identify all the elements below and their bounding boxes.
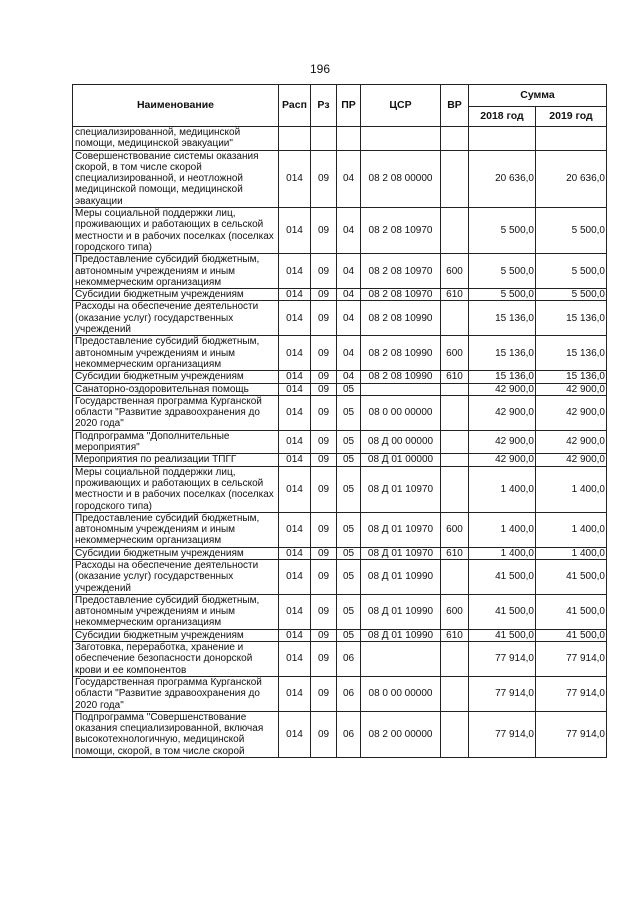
cell-csr: 08 2 08 10990 — [361, 336, 441, 371]
cell-vr — [441, 150, 469, 207]
cell-vr — [441, 676, 469, 711]
cell-sum-2018: 15 136,0 — [469, 371, 536, 383]
cell-sum-2019: 42 900,0 — [536, 454, 607, 466]
cell-sum-2018: 77 914,0 — [469, 676, 536, 711]
cell-pr: 05 — [337, 629, 361, 641]
cell-sum-2018: 15 136,0 — [469, 336, 536, 371]
header-year-2018: 2018 год — [469, 107, 536, 127]
header-rasp: Расп — [279, 85, 311, 127]
cell-sum-2018: 41 500,0 — [469, 594, 536, 629]
table-row — [73, 430, 607, 454]
cell-rz: 09 — [311, 371, 337, 383]
cell-sum-2019: 42 900,0 — [536, 430, 607, 454]
cell-name: специализированной, медицинской помощи, медицинской эвакуации" — [73, 127, 279, 151]
cell-sum-2019: 41 500,0 — [536, 629, 607, 641]
cell-pr: 05 — [337, 466, 361, 512]
cell-sum-2019: 42 900,0 — [536, 395, 607, 430]
cell-name: Государственная программа Курганской области "Развитие здравоохранения до 2020 года" — [73, 395, 279, 430]
cell-rz: 09 — [311, 289, 337, 301]
cell-rz: 09 — [311, 547, 337, 559]
cell-csr: 08 Д 01 00000 — [361, 454, 441, 466]
cell-sum-2019: 15 136,0 — [536, 301, 607, 336]
cell-sum-2018: 1 400,0 — [469, 547, 536, 559]
table-row — [73, 466, 607, 512]
cell-sum-2018: 5 500,0 — [469, 289, 536, 301]
cell-rasp: 014 — [279, 676, 311, 711]
table-row — [73, 371, 607, 383]
table-row — [73, 254, 607, 289]
cell-csr: 08 2 08 10970 — [361, 289, 441, 301]
cell-rz: 09 — [311, 430, 337, 454]
cell-name: Подпрограмма "Совершенствование оказания специализированной, включая высокотехнологичную, медицинской помощи, скорой, в том числе скорой — [73, 711, 279, 757]
cell-pr: 05 — [337, 547, 361, 559]
cell-pr: 04 — [337, 254, 361, 289]
cell-rz: 09 — [311, 642, 337, 677]
cell-vr: 600 — [441, 254, 469, 289]
cell-rz: 09 — [311, 254, 337, 289]
cell-vr: 610 — [441, 629, 469, 641]
cell-rasp: 014 — [279, 547, 311, 559]
table-row — [73, 208, 607, 254]
cell-rasp: 014 — [279, 383, 311, 395]
cell-pr: 06 — [337, 711, 361, 757]
cell-sum-2019: 15 136,0 — [536, 336, 607, 371]
cell-csr: 08 2 08 10990 — [361, 371, 441, 383]
cell-name: Предоставление субсидий бюджетным, автономным учреждениям и иным некоммерческим организациям — [73, 512, 279, 547]
cell-rasp: 014 — [279, 395, 311, 430]
cell-pr: 05 — [337, 512, 361, 547]
cell-sum-2019: 15 136,0 — [536, 371, 607, 383]
cell-csr: 08 Д 01 10970 — [361, 512, 441, 547]
cell-pr: 04 — [337, 208, 361, 254]
cell-rasp: 014 — [279, 711, 311, 757]
cell-rasp: 014 — [279, 289, 311, 301]
cell-rasp: 014 — [279, 594, 311, 629]
cell-name: Расходы на обеспечение деятельности (оказание услуг) государственных учреждений — [73, 301, 279, 336]
cell-name: Предоставление субсидий бюджетным, автономным учреждениям и иным некоммерческим организациям — [73, 254, 279, 289]
cell-csr: 08 0 00 00000 — [361, 395, 441, 430]
table-row — [73, 559, 607, 594]
cell-sum-2018: 42 900,0 — [469, 430, 536, 454]
cell-vr: 600 — [441, 512, 469, 547]
cell-pr: 06 — [337, 676, 361, 711]
cell-sum-2018: 5 500,0 — [469, 208, 536, 254]
cell-csr: 08 0 00 00000 — [361, 676, 441, 711]
cell-rasp: 014 — [279, 208, 311, 254]
cell-vr — [441, 301, 469, 336]
cell-sum-2019: 77 914,0 — [536, 711, 607, 757]
page-number: 196 — [309, 62, 331, 76]
cell-pr: 06 — [337, 642, 361, 677]
cell-name: Совершенствование системы оказания скорой, в том числе скорой специализированной, и неотложной медицинской помощи, медицинской эвакуации — [73, 150, 279, 207]
table-row — [73, 676, 607, 711]
cell-csr: 08 Д 01 10990 — [361, 559, 441, 594]
table-row — [73, 594, 607, 629]
cell-pr: 04 — [337, 150, 361, 207]
cell-rz: 09 — [311, 395, 337, 430]
cell-name: Субсидии бюджетным учреждениям — [73, 371, 279, 383]
table-row — [73, 547, 607, 559]
cell-vr — [441, 208, 469, 254]
cell-vr — [441, 559, 469, 594]
cell-rz: 09 — [311, 711, 337, 757]
header-name: Наименование — [73, 85, 279, 127]
cell-sum-2018: 15 136,0 — [469, 301, 536, 336]
cell-sum-2018: 42 900,0 — [469, 383, 536, 395]
cell-rz: 09 — [311, 454, 337, 466]
cell-rasp — [279, 127, 311, 151]
cell-sum-2018: 77 914,0 — [469, 642, 536, 677]
cell-sum-2019: 5 500,0 — [536, 289, 607, 301]
cell-pr: 05 — [337, 559, 361, 594]
cell-rasp: 014 — [279, 642, 311, 677]
cell-sum-2018: 41 500,0 — [469, 629, 536, 641]
table-row — [73, 383, 607, 395]
cell-rz — [311, 127, 337, 151]
cell-vr — [441, 642, 469, 677]
table-row — [73, 454, 607, 466]
table-row — [73, 629, 607, 641]
cell-sum-2019: 42 900,0 — [536, 383, 607, 395]
cell-sum-2019: 20 636,0 — [536, 150, 607, 207]
cell-name: Меры социальной поддержки лиц, проживающих и работающих в сельской местности и в рабочих поселках (поселках городского типа) — [73, 208, 279, 254]
cell-name: Субсидии бюджетным учреждениям — [73, 547, 279, 559]
cell-csr: 08 2 08 10990 — [361, 301, 441, 336]
cell-sum-2019: 1 400,0 — [536, 466, 607, 512]
header-pr: ПР — [337, 85, 361, 127]
cell-rasp: 014 — [279, 371, 311, 383]
cell-sum-2019: 77 914,0 — [536, 676, 607, 711]
cell-pr: 04 — [337, 336, 361, 371]
cell-vr: 600 — [441, 336, 469, 371]
cell-rz: 09 — [311, 676, 337, 711]
cell-sum-2019: 77 914,0 — [536, 642, 607, 677]
cell-rasp: 014 — [279, 336, 311, 371]
table-row — [73, 289, 607, 301]
cell-rz: 09 — [311, 301, 337, 336]
cell-csr: 08 2 00 00000 — [361, 711, 441, 757]
table-row — [73, 150, 607, 207]
cell-csr: 08 Д 01 10970 — [361, 547, 441, 559]
cell-rz: 09 — [311, 466, 337, 512]
cell-sum-2018: 41 500,0 — [469, 559, 536, 594]
cell-sum-2018: 77 914,0 — [469, 711, 536, 757]
cell-rz: 09 — [311, 629, 337, 641]
table-row — [73, 127, 607, 151]
cell-name: Государственная программа Курганской области "Развитие здравоохранения до 2020 года" — [73, 676, 279, 711]
cell-vr — [441, 711, 469, 757]
cell-pr: 05 — [337, 383, 361, 395]
cell-vr — [441, 454, 469, 466]
cell-rz: 09 — [311, 208, 337, 254]
cell-rasp: 014 — [279, 301, 311, 336]
cell-sum-2019: 1 400,0 — [536, 512, 607, 547]
cell-name: Заготовка, переработка, хранение и обеспечение безопасности донорской крови и ее компонентов — [73, 642, 279, 677]
cell-rz: 09 — [311, 383, 337, 395]
cell-csr — [361, 642, 441, 677]
cell-rasp: 014 — [279, 430, 311, 454]
cell-vr — [441, 466, 469, 512]
cell-vr — [441, 395, 469, 430]
cell-rz: 09 — [311, 594, 337, 629]
cell-sum-2018: 42 900,0 — [469, 395, 536, 430]
cell-pr: 04 — [337, 301, 361, 336]
cell-csr: 08 Д 01 10990 — [361, 629, 441, 641]
cell-sum-2018: 42 900,0 — [469, 454, 536, 466]
header-vr: ВР — [441, 85, 469, 127]
cell-name: Расходы на обеспечение деятельности (оказание услуг) государственных учреждений — [73, 559, 279, 594]
cell-rz: 09 — [311, 512, 337, 547]
cell-vr — [441, 127, 469, 151]
cell-rz: 09 — [311, 559, 337, 594]
cell-csr: 08 Д 01 10970 — [361, 466, 441, 512]
cell-sum-2019: 1 400,0 — [536, 547, 607, 559]
cell-vr: 610 — [441, 289, 469, 301]
cell-pr: 05 — [337, 430, 361, 454]
cell-sum-2018 — [469, 127, 536, 151]
cell-sum-2019: 5 500,0 — [536, 208, 607, 254]
cell-name: Субсидии бюджетным учреждениям — [73, 289, 279, 301]
cell-sum-2019: 41 500,0 — [536, 594, 607, 629]
cell-pr: 04 — [337, 289, 361, 301]
cell-csr: 08 Д 01 10990 — [361, 594, 441, 629]
cell-rz: 09 — [311, 150, 337, 207]
table-row — [73, 642, 607, 677]
cell-rasp: 014 — [279, 150, 311, 207]
cell-vr: 610 — [441, 547, 469, 559]
cell-pr: 05 — [337, 454, 361, 466]
cell-name: Подпрограмма "Дополнительные мероприятия" — [73, 430, 279, 454]
cell-sum-2019: 5 500,0 — [536, 254, 607, 289]
cell-sum-2018: 1 400,0 — [469, 512, 536, 547]
cell-sum-2019 — [536, 127, 607, 151]
cell-name: Субсидии бюджетным учреждениям — [73, 629, 279, 641]
cell-name: Предоставление субсидий бюджетным, автономным учреждениям и иным некоммерческим организациям — [73, 594, 279, 629]
cell-pr: 05 — [337, 395, 361, 430]
budget-table — [72, 84, 607, 758]
cell-csr: 08 Д 00 00000 — [361, 430, 441, 454]
header-year-2019: 2019 год — [536, 107, 607, 127]
cell-name: Санаторно-оздоровительная помощь — [73, 383, 279, 395]
cell-name: Предоставление субсидий бюджетным, автономным учреждениям и иным некоммерческим организациям — [73, 336, 279, 371]
cell-name: Меры социальной поддержки лиц, проживающих и работающих в сельской местности и в рабочих поселках (поселках городского типа) — [73, 466, 279, 512]
cell-sum-2018: 1 400,0 — [469, 466, 536, 512]
cell-rasp: 014 — [279, 559, 311, 594]
cell-csr: 08 2 08 10970 — [361, 208, 441, 254]
header-sum: Сумма — [469, 85, 607, 107]
header-rz: Рз — [311, 85, 337, 127]
header-csr: ЦСР — [361, 85, 441, 127]
cell-rz: 09 — [311, 336, 337, 371]
cell-rasp: 014 — [279, 454, 311, 466]
cell-name: Мероприятия по реализации ТПГГ — [73, 454, 279, 466]
table-row — [73, 512, 607, 547]
table-row — [73, 395, 607, 430]
cell-pr — [337, 127, 361, 151]
cell-rasp: 014 — [279, 466, 311, 512]
cell-sum-2018: 20 636,0 — [469, 150, 536, 207]
cell-vr — [441, 430, 469, 454]
table-row — [73, 336, 607, 371]
cell-csr — [361, 383, 441, 395]
cell-rasp: 014 — [279, 512, 311, 547]
cell-rasp: 014 — [279, 254, 311, 289]
cell-vr: 600 — [441, 594, 469, 629]
cell-sum-2019: 41 500,0 — [536, 559, 607, 594]
cell-rasp: 014 — [279, 629, 311, 641]
cell-pr: 05 — [337, 594, 361, 629]
table-row — [73, 711, 607, 757]
cell-sum-2018: 5 500,0 — [469, 254, 536, 289]
cell-vr — [441, 383, 469, 395]
cell-csr — [361, 127, 441, 151]
cell-vr: 610 — [441, 371, 469, 383]
cell-pr: 04 — [337, 371, 361, 383]
cell-csr: 08 2 08 00000 — [361, 150, 441, 207]
table-row — [73, 301, 607, 336]
cell-csr: 08 2 08 10970 — [361, 254, 441, 289]
